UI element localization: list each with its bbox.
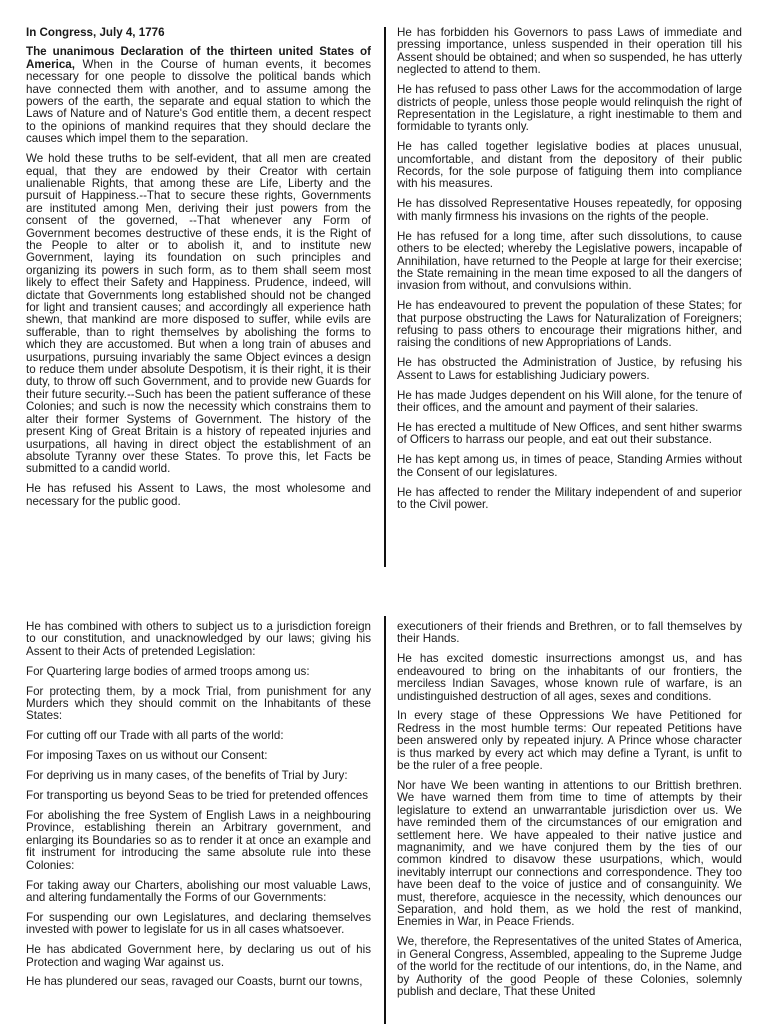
grievance-paragraph: He has called together legislative bodies at places unusual, uncomfortable, and distant from the depository of their public Records, for the sole purpose of fatiguing them into compliance with his measures.: [397, 140, 742, 191]
grievance-paragraph: For depriving us in many cases, of the benefits of Trial by Jury:: [26, 769, 348, 783]
grievance-paragraph: For protecting them, by a mock Trial, from punishment for any Murders which they should commit on the Inhabitants of these States:: [26, 684, 371, 723]
page1-right-column: [397, 27, 742, 557]
document-heading: In Congress, July 4, 1776: [26, 27, 165, 39]
grievance-paragraph: He has excited domestic insurrections amongst us, and has endeavoured to bring on the inhabitants of our frontiers, the merciless Indian Savages, whose known rule of warfare, is an undistinguished destruction of all ages, sexes and conditions.: [397, 652, 742, 703]
declaration-paragraph: We, therefore, the Representatives of the united States of America, in General Congress, Assembled, appealing to the Supreme Judge of the world for the rectitude of our intentions, do, in the Name, and by Authority of the good People of these Colonies, solemnly publish and declare, That these United: [397, 935, 742, 998]
grievance-paragraph: He has refused for a long time, after such dissolutions, to cause others to be elected; whereby the Legislative powers, incapable of Annihilation, have returned to the People at large for their exercise; the State remaining in the mean time exposed to all the dangers of invasion from without, and convulsions within.: [397, 229, 742, 293]
grievance-paragraph: He has combined with others to subject us to a jurisdiction foreign to our constitution, and unacknowledged by our laws; giving his Assent to their Acts of pretended Legislation:: [26, 621, 371, 658]
grievance-paragraph: He has erected a multitude of New Offices, and sent hither swarms of Officers to harrass our people, and eat out their substance.: [397, 420, 742, 447]
grievance-paragraph: For Quartering large bodies of armed troops among us:: [26, 664, 310, 678]
grievance-paragraph: He has abdicated Government here, by declaring us out of his Protection and waging War against us.: [26, 943, 371, 969]
grievance-paragraph: He has affected to render the Military independent of and superior to the Civil power.: [397, 485, 742, 511]
grievance-paragraph: He has endeavoured to prevent the population of these States; for that purpose obstructing the Laws for Naturalization of Foreigners; refusing to pass others to encourage their migrations hither, and raising the conditions of new Appropriations of Lands.: [397, 299, 742, 350]
page2-left-column: [26, 621, 371, 1024]
column-divider-bottom: [384, 616, 386, 1024]
brethren-paragraph: Nor have We been wanting in attentions to our Brittish brethren. We have warned them from time to time of attempts by their legislature to extend an unwarrantable jurisdiction over us. We have reminded them of the circumstances of our emigration and settlement here. We have appealed to their native justice and magnanimity, and we have conjured them by the ties of our common kindred to disavow these usurpations, which, would inevitably interrupt our connections and correspondence. They too have been deaf to the voice of justice and of consanguinity. We must, therefore, acquiesce in the necessity, which denounces our Separation, and hold them, as we hold the rest of mankind, Enemies in War, in Peace Friends.: [397, 778, 742, 929]
grievance-paragraph: For suspending our own Legislatures, and declaring themselves invested with power to legislate for us in all cases whatsoever.: [26, 910, 371, 937]
intro-paragraph: [26, 46, 371, 145]
grievance-paragraph: He has plundered our seas, ravaged our Coasts, burnt our towns,: [26, 975, 363, 989]
grievance-paragraph: He has kept among us, in times of peace, Standing Armies without the Consent of our legislatures.: [397, 453, 742, 479]
grievance-paragraph: He has refused his Assent to Laws, the most wholesome and necessary for the public good.: [26, 482, 371, 508]
grievance-paragraph: He has made Judges dependent on his Will alone, for the tenure of their offices, and the amount and payment of their salaries.: [397, 388, 742, 415]
grievance-paragraph: For imposing Taxes on us without our Consent:: [26, 749, 268, 763]
intro-text: When in the Course of human events, it becomes necessary for one people to dissolve the political bands which have connected them with another, and to assume among the powers of the earth, the separate and equal station to which the Laws of Nature and of Nature's God entitle them, a decent respect to the opinions of mankind requires that they should declare the causes which impel them to the separation.: [26, 57, 371, 146]
page2-right-column: [397, 621, 742, 1024]
grievance-paragraph: executioners of their friends and Brethren, or to fall themselves by their Hands.: [397, 621, 742, 646]
petition-paragraph: In every stage of these Oppressions We have Petitioned for Redress in the most humble terms: Our repeated Petitions have been answered only by repeated injury. A Prince whose character is thus marked by every act which may define a Tyrant, is unfit to be the ruler of a free people.: [397, 709, 742, 773]
column-divider-top: [384, 27, 386, 567]
page1-left-column: [26, 27, 371, 557]
grievance-paragraph: He has refused to pass other Laws for the accommodation of large districts of people, unless those people would relinquish the right of Representation in the Legislature, a right inestimable to them and formidable to tyrants only.: [397, 83, 742, 134]
grievance-paragraph: He has forbidden his Governors to pass Laws of immediate and pressing importance, unless suspended in their operation till his Assent should be obtained; and when so suspended, he has utterly neglected to attend to them.: [397, 27, 742, 77]
declaration-title: The unanimous Declaration of the thirteen united States of America,: [26, 45, 371, 71]
grievance-paragraph: For cutting off our Trade with all parts of the world:: [26, 729, 284, 743]
truths-paragraph: We hold these truths to be self-evident, that all men are created equal, that they are endowed by their Creator with certain unalienable Rights, that among these are Life, Liberty and the pursuit of Happiness.--That to secure these rights, Governments are instituted among Men, deriving their just powers from the consent of the governed, --That whenever any Form of Government becomes destructive of these ends, it is the Right of the People to alter or to abolish it, and to institute new Government, laying its foundation on such principles and organizing its powers in such form, as to them shall seem most likely to effect their Safety and Happiness. Prudence, indeed, will dictate that Governments long established should not be changed for light and transient causes; and accordingly all experience hath shewn, that mankind are more disposed to suffer, while evils are sufferable, than to right themselves by abolishing the forms to which they are accustomed. But when a long train of abuses and usurpations, pursuing invariably the same Object evinces a design to reduce them under absolute Despotism, it is their right, it is their duty, to throw off such Government, and to provide new Guards for their future security.--Such has been the patient sufferance of these Colonies; and such is now the necessity which constrains them to alter their former Systems of Government. The history of the present King of Great Britain is a history of repeated injuries and usurpations, all having in direct object the establishment of an absolute Tyranny over these States. To prove this, let Facts be submitted to a candid world.: [26, 152, 371, 476]
grievance-paragraph: For taking away our Charters, abolishing our most valuable Laws, and altering fundamentally the Forms of our Governments:: [26, 878, 371, 904]
grievance-paragraph: For abolishing the free System of English Laws in a neighbouring Province, establishing therein an Arbitrary government, and enlarging its Boundaries so as to render it at once an example and fit instrument for introducing the same absolute rule into these Colonies:: [26, 808, 371, 872]
grievance-paragraph: He has dissolved Representative Houses repeatedly, for opposing with manly firmness his invasions on the rights of the people.: [397, 197, 742, 223]
grievance-paragraph: He has obstructed the Administration of Justice, by refusing his Assent to Laws for establishing Judiciary powers.: [397, 356, 742, 382]
grievance-paragraph: For transporting us beyond Seas to be tried for pretended offences: [26, 789, 369, 803]
